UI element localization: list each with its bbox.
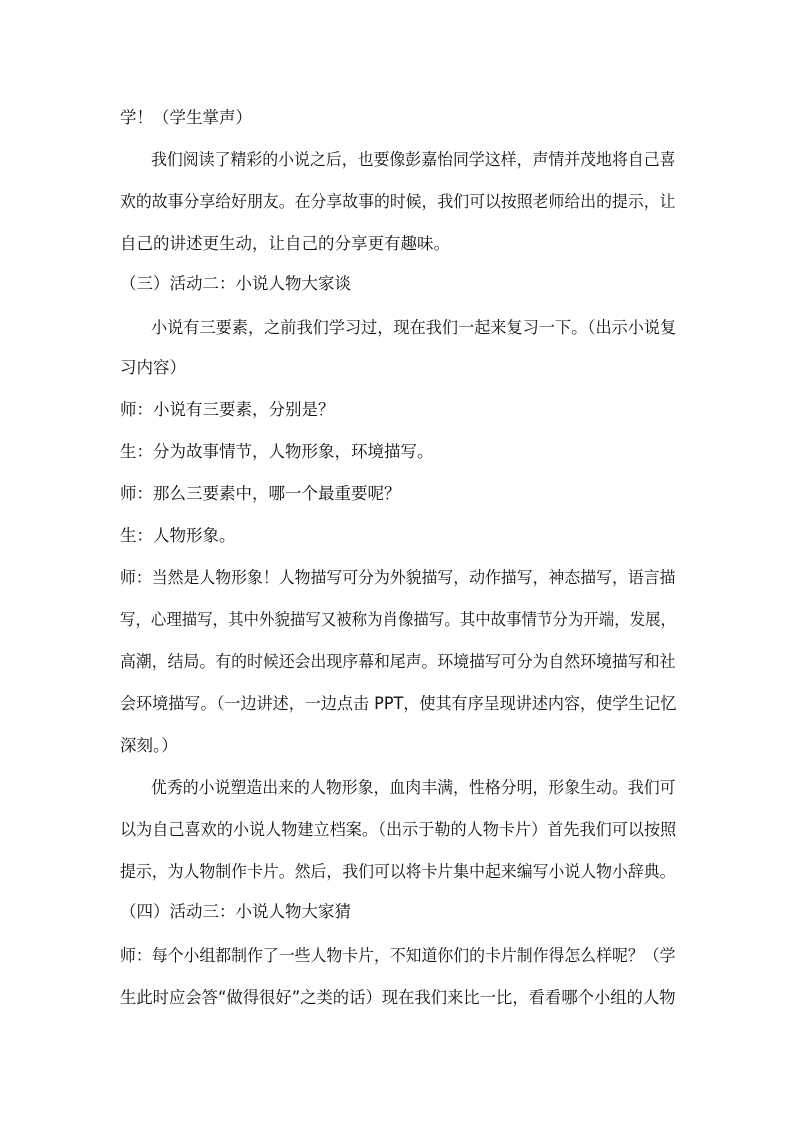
text-line: 写，心理描写，其中外貌描写又被称为肖像描写。其中故事情节分为开端，发展， xyxy=(120,610,676,629)
text-line: 学！（学生掌声） xyxy=(120,108,252,127)
text-line: 生：分为故事情节，人物形象，环境描写。 xyxy=(120,442,434,461)
text-line: 高潮，结局。有的时候还会出现序幕和尾声。环境描写可分为自然环境描写和社 xyxy=(120,652,676,671)
text-line: 师：当然是人物形象！人物描写可分为外貌描写，动作描写，神态描写，语言描 xyxy=(120,568,676,587)
text-line: 师：那么三要素中，哪一个最重要呢？ xyxy=(120,484,401,503)
text-line: 生：人物形象。 xyxy=(120,526,236,545)
text-line: 我们阅读了精彩的小说之后，也要像彭嘉怡同学这样，声情并茂地将自己喜 xyxy=(151,150,676,169)
text-line: 深刻。） xyxy=(120,736,178,755)
text-line: 自己的讲述更生动，让自己的分享更有趣味。 xyxy=(120,234,450,253)
text-line: 提示，为人物制作卡片。然后，我们可以将卡片集中起来编写小说人物小辞典。 xyxy=(120,862,676,881)
section-heading: （三）活动二：小说人物大家谈 xyxy=(120,274,351,293)
text-line: 以为自己喜欢的小说人物建立档案。（出示于勒的人物卡片）首先我们可以按照 xyxy=(120,820,677,839)
text-line: 习内容） xyxy=(120,358,186,377)
text-line: 师：每个小组都制作了一些人物卡片，不知道你们的卡片制作得怎么样呢？（学 xyxy=(120,946,676,965)
text-line: 优秀的小说塑造出来的人物形象，血肉丰满，性格分明，形象生动。我们可 xyxy=(151,778,676,797)
section-heading: （四）活动三：小说人物大家猜 xyxy=(120,902,351,921)
text-line: 欢的故事分享给好朋友。在分享故事的时候，我们可以按照老师给出的提示，让 xyxy=(120,192,676,211)
text-line: 会环境描写。（一边讲述，一边点击 PPT，使其有序呈现讲述内容，使学生记忆 xyxy=(120,694,677,713)
text-line: 师：小说有三要素，分别是？ xyxy=(120,400,335,419)
text-line: 小说有三要素，之前我们学习过，现在我们一起来复习一下。（出示小说复 xyxy=(151,318,677,337)
text-line: 生此时应会答“做得很好”之类的话）现在我们来比一比，看看哪个小组的人物 xyxy=(120,988,676,1007)
